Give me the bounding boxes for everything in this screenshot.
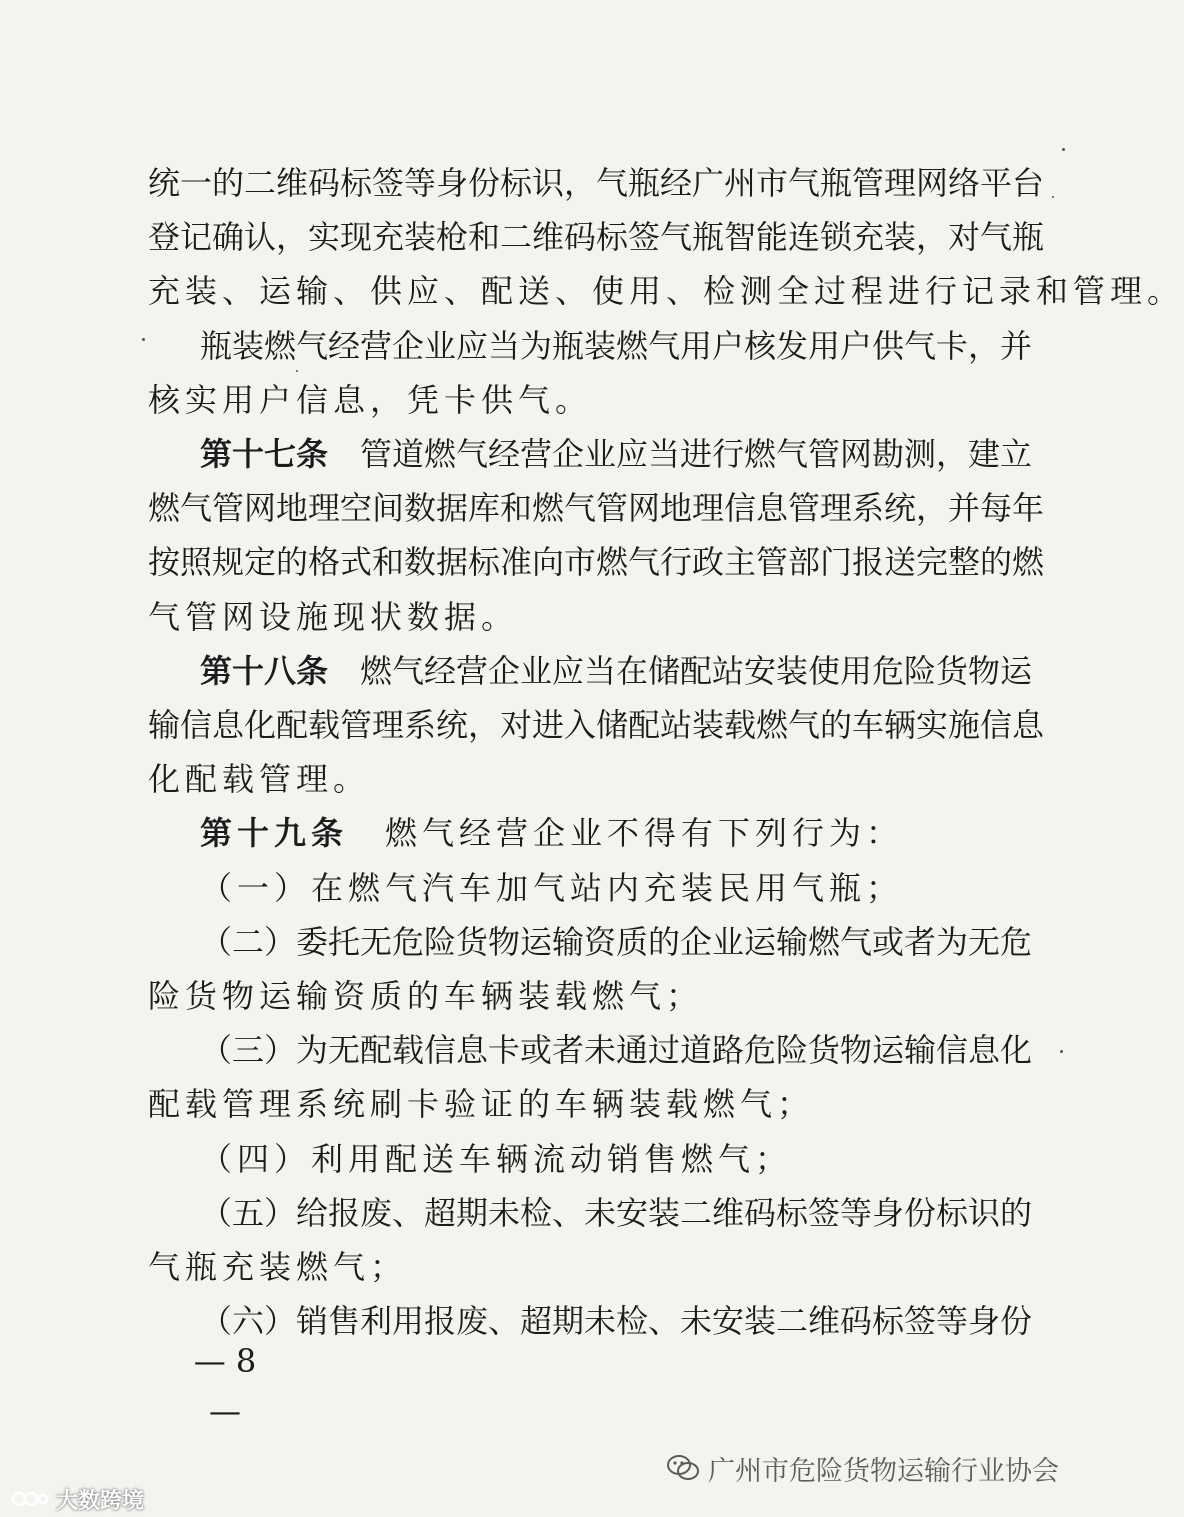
scan-speck (1060, 1050, 1063, 1053)
text-line (148, 480, 1045, 536)
line-text: 充装、运输、供应、配送、使用、检测全过程进行记录和管理。 (148, 272, 1184, 311)
text-line (148, 534, 1045, 590)
text-line (200, 1022, 1033, 1078)
text-line (200, 1185, 1033, 1241)
wechat-icon (666, 1453, 700, 1483)
line-text: 按照规定的格式和数据标准向市燃气行政主管部门报送完整的燃 (148, 543, 1045, 582)
line-text: 瓶装燃气经营企业应当为瓶装燃气用户核发用户供气卡，并 (200, 326, 1033, 365)
line-text: 气瓶充装燃气； (148, 1248, 408, 1286)
text-line (200, 860, 938, 916)
text-line (148, 589, 938, 645)
line-text: （二）委托无危险货物运输资质的企业运输燃气或者为无危 (200, 922, 1033, 961)
line-text: （四）利用配送车辆流动销售燃气； (200, 1139, 793, 1178)
text-line (200, 1131, 938, 1187)
line-text: （五）给报废、超期未检、未安装二维码标签等身份标识的 (200, 1193, 1033, 1232)
line-text: 配载管理系统刷卡验证的车辆装载燃气； (148, 1085, 815, 1124)
text-line (200, 914, 1033, 970)
text-line (148, 1239, 938, 1295)
scan-speck (142, 338, 145, 341)
text-line (148, 372, 938, 428)
line-text: 险货物运输资质的车辆装载燃气； (148, 977, 704, 1015)
scan-speck (1052, 196, 1054, 198)
site-logo-text: 大数跨境 (56, 1488, 145, 1514)
wechat-watermark (666, 1448, 1059, 1488)
article-number: 第十八条 (200, 651, 329, 690)
bdata-logo-icon (10, 1487, 50, 1511)
line-text: 核实用户信息，凭卡供气。 (148, 380, 593, 419)
line-text: 气管网设施现状数据。 (148, 597, 519, 636)
line-text: 燃气管网地理空间数据库和燃气管网地理信息管理系统，并每年 (148, 489, 1045, 528)
line-text: 统一的二维码标签等身份标识，气瓶经广州市气瓶管理网络平台 (148, 164, 1045, 202)
line-text: 燃气经营企业应当在储配站安装使用危险货物运 (360, 651, 1033, 690)
text-line (200, 1293, 1033, 1349)
article-number: 第十七条 (200, 435, 329, 473)
article-heading-line (200, 426, 1033, 482)
line-text: 输信息化配载管理系统，对进入储配站装载燃气的车辆实施信息 (148, 706, 1045, 744)
text-line (148, 1076, 938, 1132)
line-text: 管道燃气经营企业应当进行燃气管网勘测，建立 (360, 435, 1033, 473)
line-text: （一）在燃气汽车加气站内充装民用气瓶； (200, 868, 904, 907)
article-number: 第十九条 (200, 814, 349, 853)
text-line (148, 209, 1045, 265)
text-line (148, 751, 938, 807)
text-line (148, 968, 938, 1024)
article-heading-line (200, 805, 938, 861)
text-line (148, 263, 1184, 319)
scan-speck (1062, 148, 1065, 151)
text-line (148, 155, 1045, 211)
line-text: （六）销售利用报废、超期未检、未安装二维码标签等身份 (200, 1302, 1033, 1341)
line-text: （三）为无配载信息卡或者未通过道路危险货物运输信息化 (200, 1031, 1033, 1070)
site-watermark (10, 1484, 144, 1514)
text-line (148, 697, 1045, 753)
line-text: 登记确认，实现充装枪和二维码标签气瓶智能连锁充装，对气瓶 (148, 218, 1045, 257)
wechat-account-name: 广州市危险货物运输行业协会 (708, 1455, 1059, 1487)
line-text: 燃气经营企业不得有下列行为： (385, 814, 904, 853)
text-line (200, 318, 1033, 374)
line-text: 化配载管理。 (148, 760, 371, 799)
scan-speck (296, 370, 298, 372)
page-number: — 8 — (193, 1342, 257, 1430)
article-heading-line (200, 643, 1033, 699)
